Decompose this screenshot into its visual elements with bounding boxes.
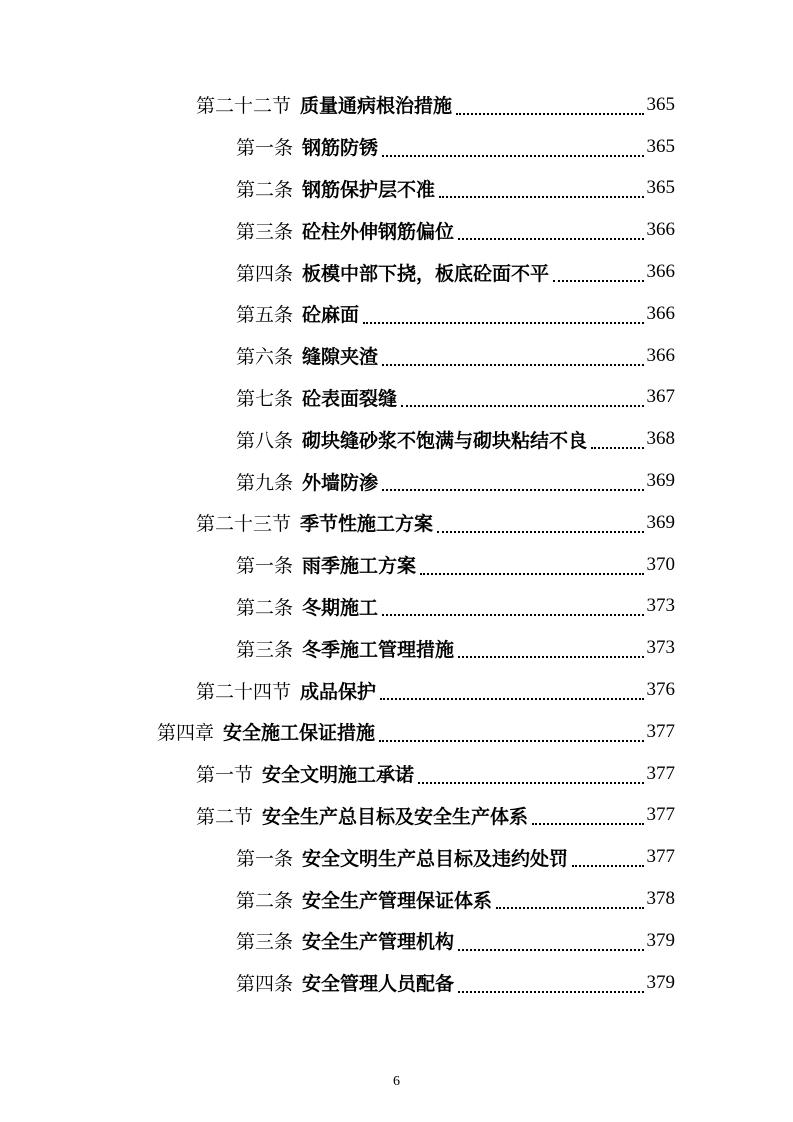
toc-entry-page-number: 370: [646, 553, 675, 575]
toc-entry[interactable]: [157, 586, 675, 628]
toc-entry[interactable]: [157, 84, 675, 126]
toc-entry-page-number: 367: [646, 386, 675, 408]
dot-leader-icon: [553, 262, 643, 282]
dot-leader-icon: [379, 722, 643, 742]
toc-entry-label: 第三条: [236, 639, 294, 661]
toc-entry[interactable]: [157, 962, 675, 1004]
toc-entry-title: 安全生产总目标及安全生产体系: [262, 806, 529, 828]
toc-entry-page-number: 373: [646, 637, 675, 659]
toc-entry-title: 质量通病根治措施: [300, 96, 453, 118]
toc-entry-title: 缝隙夹渣: [302, 347, 379, 369]
table-of-contents: [157, 84, 675, 1004]
dot-leader-icon: [496, 889, 643, 909]
toc-entry[interactable]: [157, 920, 675, 962]
toc-entry-label: 第四条: [236, 974, 294, 996]
toc-entry[interactable]: [157, 878, 675, 920]
dot-leader-icon: [439, 179, 643, 199]
toc-entry[interactable]: [157, 418, 675, 460]
toc-entry-page-number: 373: [646, 595, 675, 617]
toc-entry[interactable]: [157, 126, 675, 168]
toc-entry-page-number: 366: [646, 302, 675, 324]
toc-entry-page-number: 366: [646, 261, 675, 283]
toc-entry-label: 第八条: [236, 430, 294, 452]
toc-entry-title: 安全施工保证措施: [223, 723, 376, 745]
toc-entry-label: 第二条: [236, 179, 294, 201]
dot-leader-icon: [456, 95, 643, 115]
dot-leader-icon: [572, 847, 643, 867]
toc-entry-title: 冬期施工: [302, 597, 379, 619]
toc-entry[interactable]: [157, 795, 675, 837]
toc-entry-label: 第四章: [157, 723, 215, 745]
toc-entry-title: 安全生产管理机构: [302, 932, 455, 954]
dot-leader-icon: [418, 764, 643, 784]
toc-entry[interactable]: [157, 209, 675, 251]
toc-entry-label: 第三条: [236, 932, 294, 954]
toc-entry-title: 板模中部下挠，板底砼面不平: [302, 263, 550, 285]
toc-entry-label: 第一条: [236, 556, 294, 578]
toc-entry-label: 第二十三节: [196, 514, 292, 536]
toc-entry-label: 第二十四节: [196, 681, 292, 703]
dot-leader-icon: [420, 555, 643, 575]
dot-leader-icon: [401, 388, 643, 408]
toc-entry-label: 第五条: [236, 305, 294, 327]
toc-entry[interactable]: [157, 460, 675, 502]
toc-entry-title: 安全文明施工承诺: [262, 765, 415, 787]
toc-entry-label: 第九条: [236, 472, 294, 494]
toc-entry-title: 安全生产管理保证体系: [302, 890, 493, 912]
dot-leader-icon: [458, 973, 643, 993]
toc-entry-page-number: 369: [646, 470, 675, 492]
toc-entry-title: 冬季施工管理措施: [302, 639, 455, 661]
dot-leader-icon: [382, 596, 643, 616]
toc-entry-page-number: 377: [646, 762, 675, 784]
toc-entry-label: 第二节: [196, 806, 254, 828]
toc-entry-title: 安全文明生产总目标及违约处罚: [302, 848, 569, 870]
toc-entry-label: 第七条: [236, 388, 294, 410]
toc-entry-title: 外墙防渗: [302, 472, 379, 494]
toc-entry[interactable]: [157, 293, 675, 335]
dot-leader-icon: [591, 429, 643, 449]
dot-leader-icon: [532, 805, 643, 825]
dot-leader-icon: [363, 304, 643, 324]
toc-entry-title: 砼柱外伸钢筋偏位: [302, 221, 455, 243]
dot-leader-icon: [382, 471, 643, 491]
toc-entry-title: 成品保护: [300, 681, 377, 703]
toc-entry[interactable]: [157, 377, 675, 419]
toc-entry-page-number: 379: [646, 929, 675, 951]
toc-entry-label: 第三条: [236, 221, 294, 243]
toc-entry-title: 钢筋保护层不准: [302, 179, 436, 201]
toc-entry-label: 第二条: [236, 890, 294, 912]
page-number: 6: [393, 1074, 400, 1089]
toc-entry-page-number: 365: [646, 93, 675, 115]
toc-entry[interactable]: [157, 335, 675, 377]
toc-entry-title: 雨季施工方案: [302, 556, 417, 578]
toc-entry[interactable]: [157, 251, 675, 293]
toc-entry-page-number: 377: [646, 846, 675, 868]
toc-entry[interactable]: [157, 711, 675, 753]
dot-leader-icon: [437, 513, 643, 533]
dot-leader-icon: [458, 638, 643, 658]
toc-entry[interactable]: [157, 168, 675, 210]
toc-entry-label: 第一条: [236, 848, 294, 870]
toc-entry-title: 季节性施工方案: [300, 514, 434, 536]
toc-entry-title: 砌块缝砂浆不饱满与砌块粘结不良: [302, 430, 588, 452]
toc-entry-label: 第一节: [196, 765, 254, 787]
toc-entry[interactable]: [157, 753, 675, 795]
toc-entry-label: 第二十二节: [196, 96, 292, 118]
toc-entry-page-number: 377: [646, 720, 675, 742]
dot-leader-icon: [382, 137, 643, 157]
dot-leader-icon: [380, 680, 643, 700]
toc-entry-title: 钢筋防锈: [302, 138, 379, 160]
toc-entry-label: 第二条: [236, 597, 294, 619]
dot-leader-icon: [458, 931, 643, 951]
toc-entry[interactable]: [157, 627, 675, 669]
dot-leader-icon: [382, 346, 643, 366]
toc-entry[interactable]: [157, 502, 675, 544]
toc-entry[interactable]: [157, 669, 675, 711]
toc-entry-page-number: 369: [646, 511, 675, 533]
toc-entry[interactable]: [157, 836, 675, 878]
toc-entry-title: 砼麻面: [302, 305, 360, 327]
toc-entry-page-number: 365: [646, 135, 675, 157]
toc-entry-page-number: 365: [646, 177, 675, 199]
toc-entry-page-number: 366: [646, 219, 675, 241]
toc-entry[interactable]: [157, 544, 675, 586]
toc-entry-page-number: 378: [646, 888, 675, 910]
toc-entry-label: 第四条: [236, 263, 294, 285]
toc-entry-label: 第一条: [236, 138, 294, 160]
toc-entry-title: 安全管理人员配备: [302, 974, 455, 996]
toc-entry-page-number: 376: [646, 679, 675, 701]
toc-entry-label: 第六条: [236, 347, 294, 369]
toc-entry-page-number: 379: [646, 971, 675, 993]
toc-entry-title: 砼表面裂缝: [302, 388, 398, 410]
toc-entry-page-number: 366: [646, 344, 675, 366]
toc-entry-page-number: 368: [646, 428, 675, 450]
dot-leader-icon: [458, 220, 643, 240]
toc-entry-page-number: 377: [646, 804, 675, 826]
